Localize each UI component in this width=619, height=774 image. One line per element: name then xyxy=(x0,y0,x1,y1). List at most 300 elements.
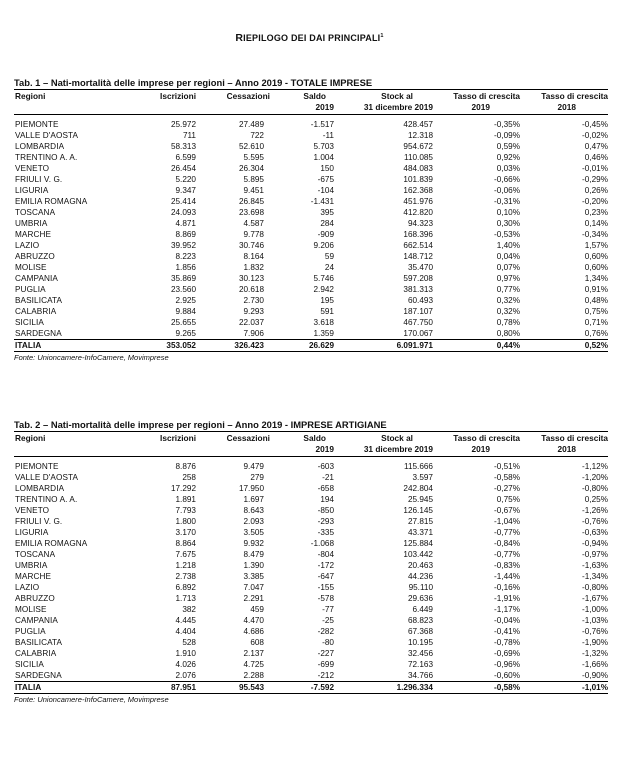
cell-saldo: -80 xyxy=(322,638,334,647)
cell-stock: 451.976 xyxy=(403,197,433,206)
cell-region: PUGLIA xyxy=(15,285,46,294)
cell-cessazioni: 1.697 xyxy=(243,495,264,504)
table-row xyxy=(14,317,608,328)
cell-region: ITALIA xyxy=(15,341,42,350)
cell-saldo: -603 xyxy=(317,462,334,471)
cell-stock: 27.815 xyxy=(407,517,433,526)
table-row xyxy=(14,328,608,339)
cell-tasso-2019: -0,58% xyxy=(494,683,520,692)
cell-region: EMILIA ROMAGNA xyxy=(15,539,88,548)
table-row xyxy=(14,196,608,207)
cell-iscrizioni: 8.876 xyxy=(175,462,196,471)
cell-region: SICILIA xyxy=(15,660,44,669)
cell-iscrizioni: 58.313 xyxy=(170,142,196,151)
cell-tasso-2019: 0,10% xyxy=(496,208,520,217)
cell-stock: 101.839 xyxy=(403,175,433,184)
cell-saldo: -804 xyxy=(317,550,334,559)
cell-tasso-2019: -0,04% xyxy=(494,616,520,625)
cell-region: VALLE D'AOSTA xyxy=(15,131,79,140)
cell-tasso-2018: -1,00% xyxy=(582,605,608,614)
cell-iscrizioni: 1.856 xyxy=(175,263,196,272)
cell-cessazioni: 5.895 xyxy=(243,175,264,184)
cell-iscrizioni: 26.454 xyxy=(170,164,196,173)
cell-tasso-2018: 1,34% xyxy=(584,274,608,283)
cell-tasso-2018: 0,26% xyxy=(584,186,608,195)
col-header-cessazioni: Cessazioni xyxy=(226,433,270,443)
cell-region: ABRUZZO xyxy=(15,594,55,603)
table-body xyxy=(14,115,608,339)
cell-region: CAMPANIA xyxy=(15,616,58,625)
cell-stock: 170.067 xyxy=(403,329,433,338)
table-row xyxy=(14,527,608,538)
cell-tasso-2019: 0,77% xyxy=(496,285,520,294)
cell-tasso-2018: 0,52% xyxy=(584,341,608,350)
table-source: Fonte: Unioncamere-InfoCamere, Movimprese xyxy=(14,693,608,705)
cell-saldo: -155 xyxy=(317,583,334,592)
cell-tasso-2019: 0,75% xyxy=(496,495,520,504)
cell-iscrizioni: 1.891 xyxy=(175,495,196,504)
cell-cessazioni: 30.123 xyxy=(238,274,264,283)
col-header-regioni: Regioni xyxy=(15,91,46,101)
cell-saldo: 2.942 xyxy=(313,285,334,294)
cell-cessazioni: 95.543 xyxy=(238,683,264,692)
cell-tasso-2018: 0,47% xyxy=(584,142,608,151)
cell-region: FRIULI V. G. xyxy=(15,517,63,526)
table-row xyxy=(14,130,608,141)
cell-stock: 68.823 xyxy=(407,616,433,625)
table-row xyxy=(14,229,608,240)
cell-tasso-2019: -1,91% xyxy=(494,594,520,603)
cell-saldo: -11 xyxy=(322,131,334,140)
cell-cessazioni: 7.906 xyxy=(243,329,264,338)
cell-tasso-2019: -0,69% xyxy=(494,649,520,658)
cell-saldo: -1.431 xyxy=(310,197,334,206)
cell-iscrizioni: 711 xyxy=(182,131,196,140)
cell-cessazioni: 8.164 xyxy=(243,252,264,261)
cell-region: MARCHE xyxy=(15,230,52,239)
cell-stock: 162.368 xyxy=(403,186,433,195)
cell-stock: 29.636 xyxy=(407,594,433,603)
page-title-rest: IEPILOGO DEI DAI PRINCIPALI xyxy=(243,33,381,43)
cell-tasso-2019: -1,44% xyxy=(494,572,520,581)
col-header-iscrizioni: Iscrizioni xyxy=(160,433,196,443)
cell-cessazioni: 22.037 xyxy=(238,318,264,327)
cell-stock: 597.208 xyxy=(403,274,433,283)
cell-stock: 3.597 xyxy=(412,473,433,482)
cell-region: CAMPANIA xyxy=(15,274,58,283)
cell-iscrizioni: 1.713 xyxy=(175,594,196,603)
cell-iscrizioni: 9.347 xyxy=(175,186,196,195)
table-row xyxy=(14,284,608,295)
cell-region: TRENTINO A. A. xyxy=(15,495,78,504)
cell-iscrizioni: 8.864 xyxy=(175,539,196,548)
page-title xyxy=(0,32,619,44)
table-row xyxy=(14,615,608,626)
table-row xyxy=(14,626,608,637)
cell-region: FRIULI V. G. xyxy=(15,175,63,184)
table-imprese-artigiane xyxy=(14,419,608,705)
cell-region: LIGURIA xyxy=(15,528,49,537)
cell-stock: 168.396 xyxy=(403,230,433,239)
table-row-total xyxy=(14,681,608,693)
cell-tasso-2019: -0,60% xyxy=(494,671,520,680)
cell-iscrizioni: 39.952 xyxy=(170,241,196,250)
cell-cessazioni: 2.730 xyxy=(243,296,264,305)
cell-tasso-2018: -1,20% xyxy=(582,473,608,482)
table-row xyxy=(14,648,608,659)
cell-tasso-2019: -1,04% xyxy=(494,517,520,526)
table-row xyxy=(14,659,608,670)
table-row xyxy=(14,571,608,582)
cell-stock: 72.163 xyxy=(407,660,433,669)
cell-cessazioni: 459 xyxy=(250,605,264,614)
cell-tasso-2019: 0,80% xyxy=(496,329,520,338)
cell-tasso-2019: 0,78% xyxy=(496,318,520,327)
cell-tasso-2018: -1,01% xyxy=(582,683,608,692)
cell-region: SICILIA xyxy=(15,318,44,327)
col-header-saldo: Saldo xyxy=(303,433,326,443)
cell-saldo: -578 xyxy=(317,594,334,603)
cell-saldo: 59 xyxy=(324,252,334,261)
cell-tasso-2019: -0,35% xyxy=(494,120,520,129)
table-row xyxy=(14,295,608,306)
table-row xyxy=(14,593,608,604)
cell-iscrizioni: 258 xyxy=(182,473,196,482)
cell-iscrizioni: 4.404 xyxy=(175,627,196,636)
cell-cessazioni: 3.505 xyxy=(243,528,264,537)
cell-tasso-2019: -0,67% xyxy=(494,506,520,515)
cell-tasso-2018: 0,91% xyxy=(584,285,608,294)
cell-tasso-2018: -0,63% xyxy=(582,528,608,537)
cell-stock: 34.766 xyxy=(407,671,433,680)
col-header-tasso-2018-year: 2018 xyxy=(557,102,576,112)
cell-stock: 662.514 xyxy=(403,241,433,250)
cell-tasso-2019: 0,03% xyxy=(496,164,520,173)
cell-cessazioni: 4.587 xyxy=(243,219,264,228)
cell-saldo: -282 xyxy=(317,627,334,636)
cell-iscrizioni: 382 xyxy=(182,605,196,614)
cell-iscrizioni: 1.218 xyxy=(175,561,196,570)
cell-stock: 187.107 xyxy=(403,307,433,316)
table-row xyxy=(14,461,608,472)
cell-cessazioni: 52.610 xyxy=(238,142,264,151)
cell-tasso-2019: 0,04% xyxy=(496,252,520,261)
cell-iscrizioni: 2.925 xyxy=(175,296,196,305)
cell-saldo: -658 xyxy=(317,484,334,493)
cell-stock: 110.085 xyxy=(404,153,433,162)
cell-tasso-2019: -0,96% xyxy=(494,660,520,669)
cell-region: ITALIA xyxy=(15,683,42,692)
cell-tasso-2018: -0,29% xyxy=(582,175,608,184)
cell-region: BASILICATA xyxy=(15,638,63,647)
cell-tasso-2019: 0,07% xyxy=(496,263,520,272)
cell-tasso-2018: 0,76% xyxy=(584,329,608,338)
col-header-stock-date: 31 dicembre 2019 xyxy=(363,444,433,454)
cell-saldo: -335 xyxy=(317,528,334,537)
table-header xyxy=(14,431,608,457)
cell-saldo: 5.703 xyxy=(313,142,334,151)
cell-cessazioni: 4.725 xyxy=(243,660,264,669)
cell-saldo: -909 xyxy=(317,230,334,239)
col-header-stock-date: 31 dicembre 2019 xyxy=(363,102,433,112)
table-row xyxy=(14,516,608,527)
cell-cessazioni: 8.643 xyxy=(243,506,264,515)
cell-cessazioni: 26.304 xyxy=(238,164,264,173)
cell-region: PIEMONTE xyxy=(15,120,59,129)
cell-iscrizioni: 23.560 xyxy=(170,285,196,294)
cell-iscrizioni: 1.910 xyxy=(175,649,196,658)
cell-cessazioni: 2.288 xyxy=(243,671,264,680)
cell-region: SARDEGNA xyxy=(15,329,62,338)
cell-stock: 25.945 xyxy=(407,495,433,504)
cell-tasso-2018: -0,45% xyxy=(582,120,608,129)
cell-tasso-2019: -0,27% xyxy=(494,484,520,493)
cell-cessazioni: 722 xyxy=(250,131,264,140)
cell-saldo: 5.746 xyxy=(313,274,334,283)
cell-region: MOLISE xyxy=(15,605,47,614)
cell-stock: 94.323 xyxy=(407,219,433,228)
cell-cessazioni: 9.293 xyxy=(243,307,264,316)
cell-cessazioni: 30.746 xyxy=(238,241,264,250)
cell-tasso-2019: -0,09% xyxy=(494,131,520,140)
cell-region: TRENTINO A. A. xyxy=(15,153,78,162)
cell-region: VENETO xyxy=(15,506,50,515)
cell-iscrizioni: 2.076 xyxy=(175,671,196,680)
cell-stock: 67.368 xyxy=(407,627,433,636)
cell-iscrizioni: 8.223 xyxy=(175,252,196,261)
cell-tasso-2018: -1,67% xyxy=(582,594,608,603)
cell-cessazioni: 9.479 xyxy=(243,462,264,471)
cell-saldo: 3.618 xyxy=(313,318,334,327)
cell-stock: 484.083 xyxy=(403,164,433,173)
cell-iscrizioni: 4.445 xyxy=(175,616,196,625)
cell-iscrizioni: 6.892 xyxy=(175,583,196,592)
cell-iscrizioni: 4.871 xyxy=(175,219,196,228)
cell-iscrizioni: 4.026 xyxy=(175,660,196,669)
table-row xyxy=(14,141,608,152)
cell-saldo: 591 xyxy=(320,307,334,316)
cell-region: MOLISE xyxy=(15,263,47,272)
cell-iscrizioni: 25.655 xyxy=(170,318,196,327)
cell-stock: 125.884 xyxy=(403,539,433,548)
col-header-tasso-2018: Tasso di crescita xyxy=(541,91,608,101)
cell-stock: 148.712 xyxy=(403,252,433,261)
cell-saldo: -104 xyxy=(317,186,334,195)
cell-tasso-2018: 0,60% xyxy=(584,263,608,272)
cell-tasso-2019: -0,66% xyxy=(494,175,520,184)
cell-stock: 428.457 xyxy=(403,120,433,129)
cell-stock: 95.110 xyxy=(408,583,433,592)
cell-stock: 1.296.334 xyxy=(396,683,433,692)
table-body xyxy=(14,457,608,681)
cell-stock: 43.371 xyxy=(407,528,433,537)
cell-tasso-2019: 0,44% xyxy=(496,341,520,350)
table-row xyxy=(14,306,608,317)
cell-region: SARDEGNA xyxy=(15,671,62,680)
cell-iscrizioni: 25.414 xyxy=(170,197,196,206)
cell-tasso-2019: 0,92% xyxy=(496,153,520,162)
cell-saldo: 150 xyxy=(320,164,334,173)
cell-iscrizioni: 9.265 xyxy=(175,329,196,338)
col-header-saldo-year: 2019 xyxy=(315,102,334,112)
cell-saldo: 195 xyxy=(320,296,334,305)
cell-tasso-2018: 0,71% xyxy=(584,318,608,327)
cell-cessazioni: 17.950 xyxy=(238,484,264,493)
col-header-regioni: Regioni xyxy=(15,433,46,443)
table-row xyxy=(14,251,608,262)
cell-region: MARCHE xyxy=(15,572,52,581)
table-row xyxy=(14,174,608,185)
table-source: Fonte: Unioncamere-InfoCamere, Movimprese xyxy=(14,351,608,363)
cell-cessazioni: 8.479 xyxy=(243,550,264,559)
cell-cessazioni: 326.423 xyxy=(234,341,264,350)
col-header-tasso-2018: Tasso di crescita xyxy=(541,433,608,443)
cell-tasso-2018: -1,34% xyxy=(582,572,608,581)
cell-saldo: -227 xyxy=(317,649,334,658)
cell-tasso-2019: 0,32% xyxy=(496,307,520,316)
cell-cessazioni: 7.047 xyxy=(243,583,264,592)
cell-tasso-2018: -0,34% xyxy=(582,230,608,239)
cell-saldo: 26.629 xyxy=(308,341,334,350)
table-header xyxy=(14,89,608,115)
cell-iscrizioni: 8.869 xyxy=(175,230,196,239)
cell-tasso-2018: -0,76% xyxy=(582,627,608,636)
cell-region: LAZIO xyxy=(15,241,40,250)
cell-saldo: -647 xyxy=(317,572,334,581)
cell-tasso-2018: -0,80% xyxy=(582,583,608,592)
cell-stock: 412.820 xyxy=(403,208,433,217)
table-row xyxy=(14,218,608,229)
cell-iscrizioni: 7.793 xyxy=(175,506,196,515)
cell-tasso-2018: -1,12% xyxy=(582,462,608,471)
cell-saldo: -7.592 xyxy=(310,683,334,692)
cell-stock: 6.091.971 xyxy=(396,341,433,350)
cell-saldo: 194 xyxy=(320,495,334,504)
cell-region: PUGLIA xyxy=(15,627,46,636)
table-row xyxy=(14,538,608,549)
table-title: Tab. 2 – Nati-mortalità delle imprese per regioni – Anno 2019 - IMPRESE ARTIGIANE xyxy=(14,419,387,430)
cell-tasso-2018: -1,66% xyxy=(582,660,608,669)
cell-region: CALABRIA xyxy=(15,307,57,316)
cell-tasso-2018: -0,97% xyxy=(582,550,608,559)
cell-cessazioni: 4.686 xyxy=(243,627,264,636)
cell-tasso-2018: -1,32% xyxy=(582,649,608,658)
cell-tasso-2018: -0,01% xyxy=(582,164,608,173)
page-title-initial: R xyxy=(235,32,244,44)
cell-tasso-2019: -0,53% xyxy=(494,230,520,239)
table-row xyxy=(14,560,608,571)
cell-saldo: 284 xyxy=(320,219,334,228)
cell-stock: 103.442 xyxy=(403,550,433,559)
cell-tasso-2018: -1,63% xyxy=(582,561,608,570)
table-row xyxy=(14,549,608,560)
cell-tasso-2019: 0,32% xyxy=(496,296,520,305)
cell-tasso-2018: -1,90% xyxy=(582,638,608,647)
cell-saldo: -25 xyxy=(322,616,334,625)
cell-cessazioni: 20.618 xyxy=(238,285,264,294)
cell-tasso-2019: -1,17% xyxy=(494,605,520,614)
cell-saldo: 1.004 xyxy=(313,153,334,162)
table-row xyxy=(14,472,608,483)
col-header-tasso-2019: Tasso di crescita xyxy=(453,91,520,101)
cell-iscrizioni: 6.599 xyxy=(175,153,196,162)
table-row xyxy=(14,163,608,174)
cell-stock: 381.313 xyxy=(403,285,433,294)
cell-cessazioni: 2.093 xyxy=(243,517,264,526)
table-row-total xyxy=(14,339,608,351)
cell-iscrizioni: 24.093 xyxy=(170,208,196,217)
cell-iscrizioni: 353.052 xyxy=(166,341,196,350)
cell-tasso-2018: 0,23% xyxy=(584,208,608,217)
col-header-tasso-2019-year: 2019 xyxy=(471,444,490,454)
col-header-tasso-2019: Tasso di crescita xyxy=(453,433,520,443)
cell-cessazioni: 23.698 xyxy=(238,208,264,217)
cell-region: UMBRIA xyxy=(15,219,48,228)
cell-tasso-2019: -0,83% xyxy=(494,561,520,570)
cell-saldo: -1.517 xyxy=(310,120,334,129)
cell-region: LIGURIA xyxy=(15,186,49,195)
table-row xyxy=(14,670,608,681)
cell-tasso-2019: 0,30% xyxy=(496,219,520,228)
cell-saldo: 1.359 xyxy=(313,329,334,338)
cell-tasso-2018: 1,57% xyxy=(584,241,608,250)
cell-tasso-2018: 0,46% xyxy=(584,153,608,162)
cell-cessazioni: 26.845 xyxy=(238,197,264,206)
cell-tasso-2019: -0,77% xyxy=(494,528,520,537)
cell-region: VALLE D'AOSTA xyxy=(15,473,79,482)
cell-region: UMBRIA xyxy=(15,561,48,570)
table-title: Tab. 1 – Nati-mortalità delle imprese per regioni – Anno 2019 - TOTALE IMPRESE xyxy=(14,77,373,88)
cell-saldo: 9.206 xyxy=(313,241,334,250)
cell-tasso-2019: 1,40% xyxy=(496,241,520,250)
cell-tasso-2018: -0,80% xyxy=(582,484,608,493)
cell-stock: 467.750 xyxy=(403,318,433,327)
cell-region: ABRUZZO xyxy=(15,252,55,261)
cell-region: LOMBARDIA xyxy=(15,484,65,493)
cell-cessazioni: 9.451 xyxy=(243,186,264,195)
cell-tasso-2018: -0,94% xyxy=(582,539,608,548)
cell-stock: 20.463 xyxy=(407,561,433,570)
cell-cessazioni: 2.291 xyxy=(243,594,264,603)
cell-tasso-2019: -0,06% xyxy=(494,186,520,195)
cell-saldo: -850 xyxy=(317,506,334,515)
cell-stock: 10.195 xyxy=(407,638,433,647)
cell-region: TOSCANA xyxy=(15,550,56,559)
table-row xyxy=(14,240,608,251)
cell-iscrizioni: 528 xyxy=(182,638,196,647)
cell-saldo: -172 xyxy=(317,561,334,570)
cell-region: EMILIA ROMAGNA xyxy=(15,197,88,206)
cell-cessazioni: 608 xyxy=(250,638,264,647)
cell-stock: 60.493 xyxy=(407,296,433,305)
cell-region: BASILICATA xyxy=(15,296,63,305)
cell-tasso-2018: 0,60% xyxy=(584,252,608,261)
cell-region: LOMBARDIA xyxy=(15,142,65,151)
cell-tasso-2019: -0,58% xyxy=(494,473,520,482)
table-row xyxy=(14,483,608,494)
table-row xyxy=(14,262,608,273)
cell-tasso-2018: -1,26% xyxy=(582,506,608,515)
cell-tasso-2018: -0,20% xyxy=(582,197,608,206)
cell-cessazioni: 3.385 xyxy=(243,572,264,581)
cell-stock: 12.318 xyxy=(407,131,433,140)
cell-tasso-2019: -0,41% xyxy=(494,627,520,636)
cell-tasso-2018: -0,02% xyxy=(582,131,608,140)
cell-region: PIEMONTE xyxy=(15,462,59,471)
table-totale-imprese xyxy=(14,77,608,363)
cell-tasso-2019: -0,16% xyxy=(494,583,520,592)
table-row xyxy=(14,604,608,615)
